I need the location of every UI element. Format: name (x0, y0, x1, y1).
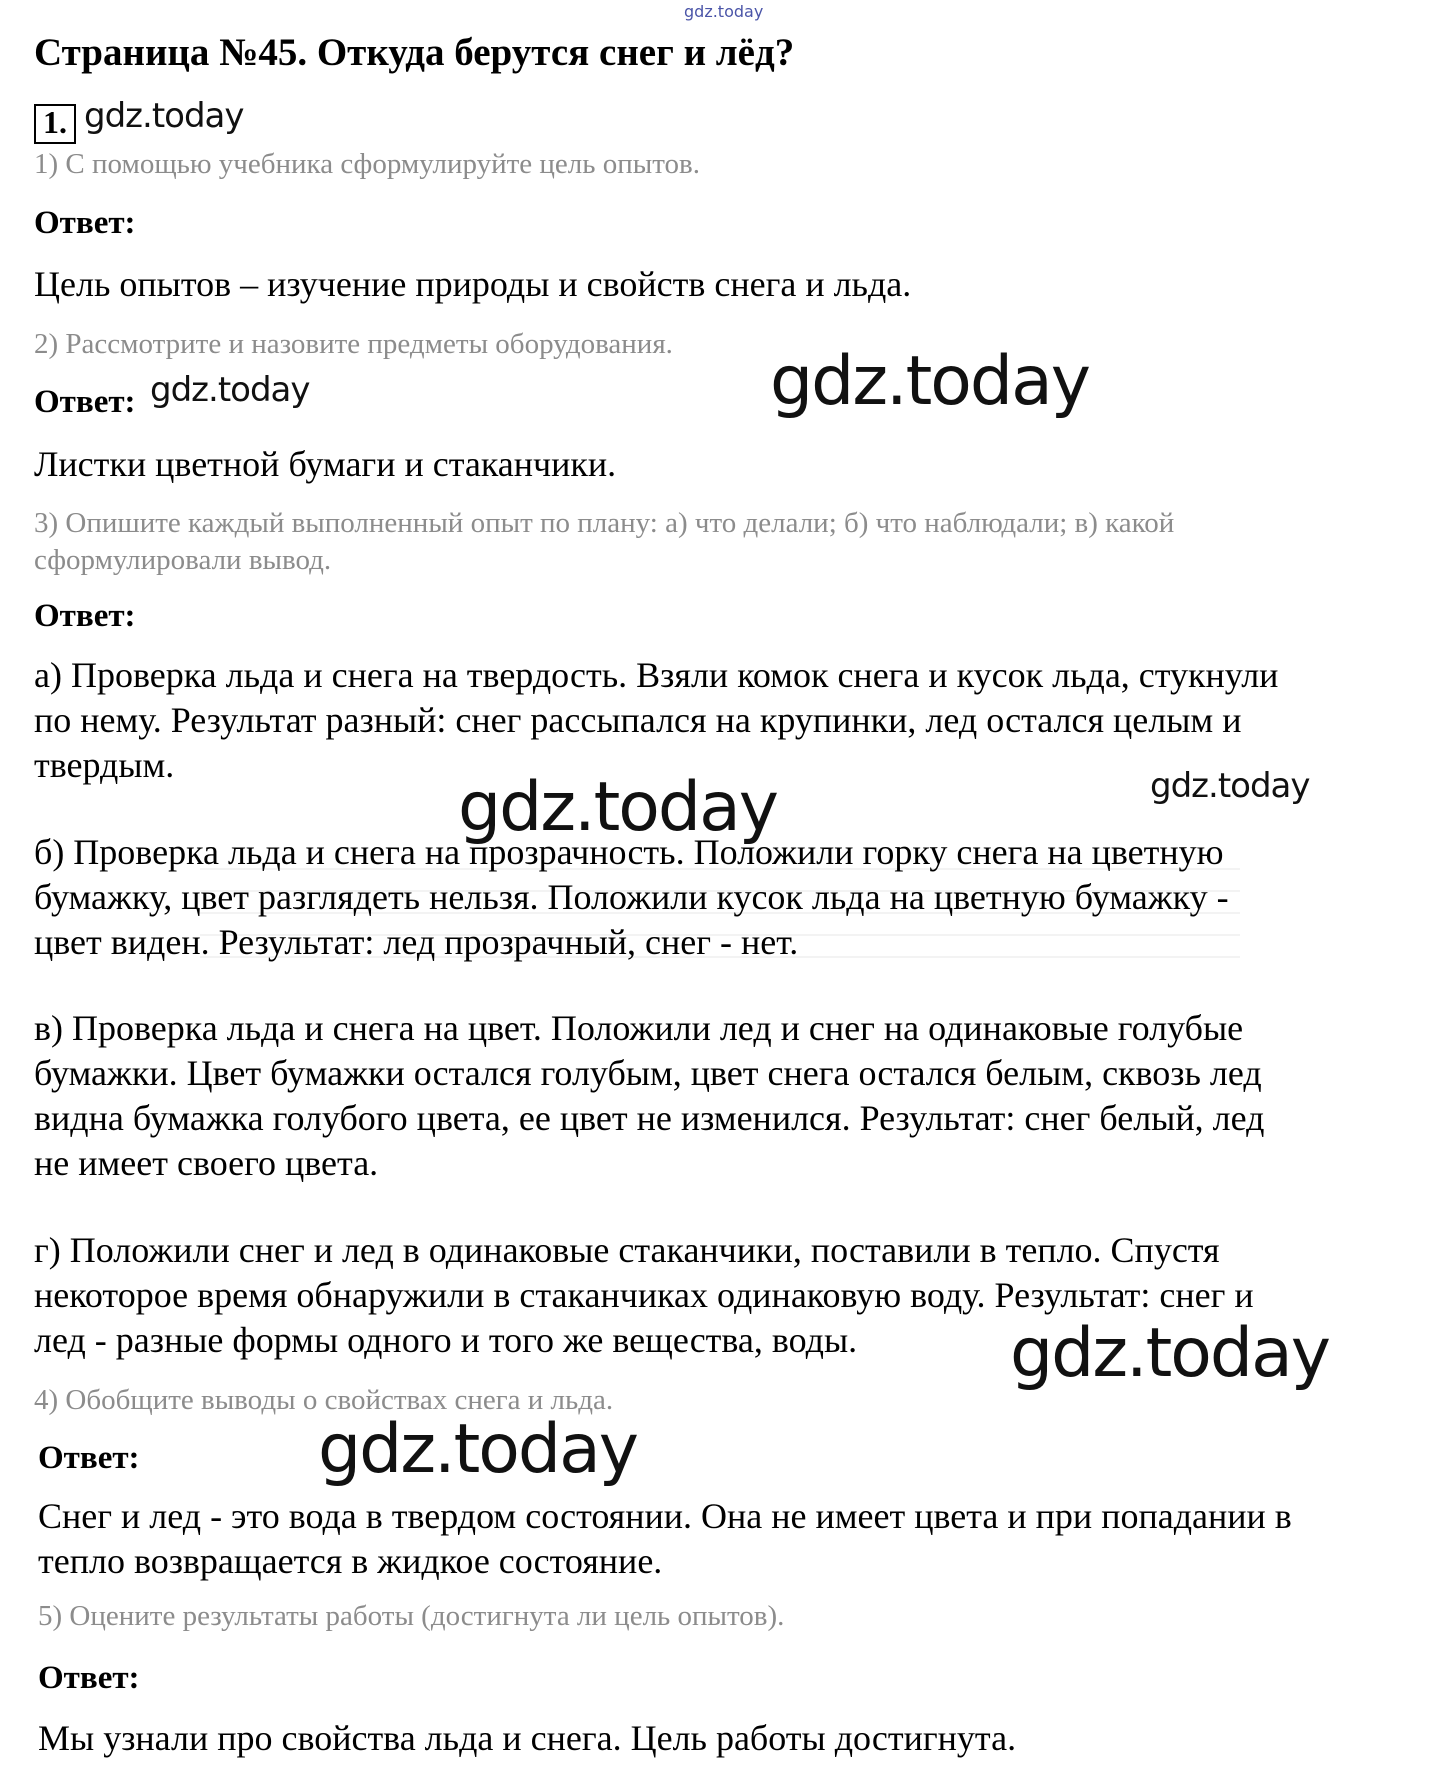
watermark-2: gdz.today (150, 370, 310, 410)
answer-label-2: Ответ: (34, 384, 136, 420)
question-2: 2) Рассмотрите и назовите предметы оборудования. (34, 328, 673, 360)
page-title: Страница №45. Откуда берутся снег и лёд? (34, 31, 795, 74)
answer-label-4: Ответ: (38, 1440, 140, 1476)
answer-3-b (34, 830, 1229, 965)
task-number-box (34, 104, 76, 144)
task-number: 1. (43, 104, 67, 140)
watermark-6: gdz.today (1010, 1314, 1329, 1393)
answer-label-3: Ответ: (34, 598, 136, 634)
answer-4 (38, 1494, 1292, 1584)
answer-3-a-line: по нему. Результат разный: снег рассыпался на крупинки, лед остался целым и (34, 700, 1242, 740)
answer-4-line: Снег и лед - это вода в твердом состоянии. Она не имеет цвета и при попадании в (38, 1496, 1292, 1536)
question-3 (34, 505, 1174, 579)
answer-3-b-line: цвет виден. Результат: лед прозрачный, снег - нет. (34, 922, 799, 962)
question-1: 1) С помощью учебника сформулируйте цель опытов. (34, 148, 700, 180)
answer-3-v-line: в) Проверка льда и снега на цвет. Положили лед и снег на одинаковые голубые (34, 1008, 1244, 1048)
answer-3-v-line: бумажки. Цвет бумажки остался голубым, цвет снега остался белым, сквозь лед (34, 1053, 1262, 1093)
watermark-1: gdz.today (84, 96, 244, 136)
answer-3-v (34, 1006, 1264, 1186)
watermark-top: gdz.today (684, 2, 764, 21)
watermark-7: gdz.today (318, 1410, 637, 1489)
answer-3-b-line: б) Проверка льда и снега на прозрачность. Положили горку снега на цветную (34, 832, 1224, 872)
answer-1: Цель опытов – изучение природы и свойств снега и льда. (34, 264, 912, 304)
watermark-5: gdz.today (1150, 766, 1310, 806)
answer-2: Листки цветной бумаги и стаканчики. (34, 444, 617, 484)
answer-5: Мы узнали про свойства льда и снега. Цель работы достигнута. (38, 1718, 1017, 1758)
answer-3-g-line: г) Положили снег и лед в одинаковые стаканчики, поставили в тепло. Спустя (34, 1230, 1220, 1270)
answer-4-line: тепло возвращается в жидкое состояние. (38, 1541, 663, 1581)
watermark-4: gdz.today (458, 768, 777, 847)
question-3-line: 3) Опишите каждый выполненный опыт по плану: а) что делали; б) что наблюдали; в) какой (34, 507, 1175, 539)
answer-3-v-line: видна бумажка голубого цвета, ее цвет не изменился. Результат: снег белый, лед (34, 1098, 1265, 1138)
answer-3-a-line: а) Проверка льда и снега на твердость. Взяли комок снега и кусок льда, стукнули (34, 655, 1279, 695)
answer-3-a-line: твердым. (34, 745, 175, 785)
watermark-3: gdz.today (770, 342, 1089, 421)
question-5: 5) Оцените результаты работы (достигнута ли цель опытов). (38, 1600, 785, 1632)
answer-3-g-line: лед - разные формы одного и того же вещества, воды. (34, 1320, 858, 1360)
answer-3-v-line: не имеет своего цвета. (34, 1143, 379, 1183)
answer-3-g-line: некоторое время обнаружили в стаканчиках одинаковую воду. Результат: снег и (34, 1275, 1254, 1315)
answer-label-1: Ответ: (34, 205, 136, 241)
answer-label-5: Ответ: (38, 1660, 140, 1696)
question-4: 4) Обобщите выводы о свойствах снега и льда. (34, 1384, 614, 1416)
answer-3-b-line: бумажку, цвет разглядеть нельзя. Положили кусок льда на цветную бумажку - (34, 877, 1229, 917)
question-3-line: сформулировали вывод. (34, 544, 332, 576)
